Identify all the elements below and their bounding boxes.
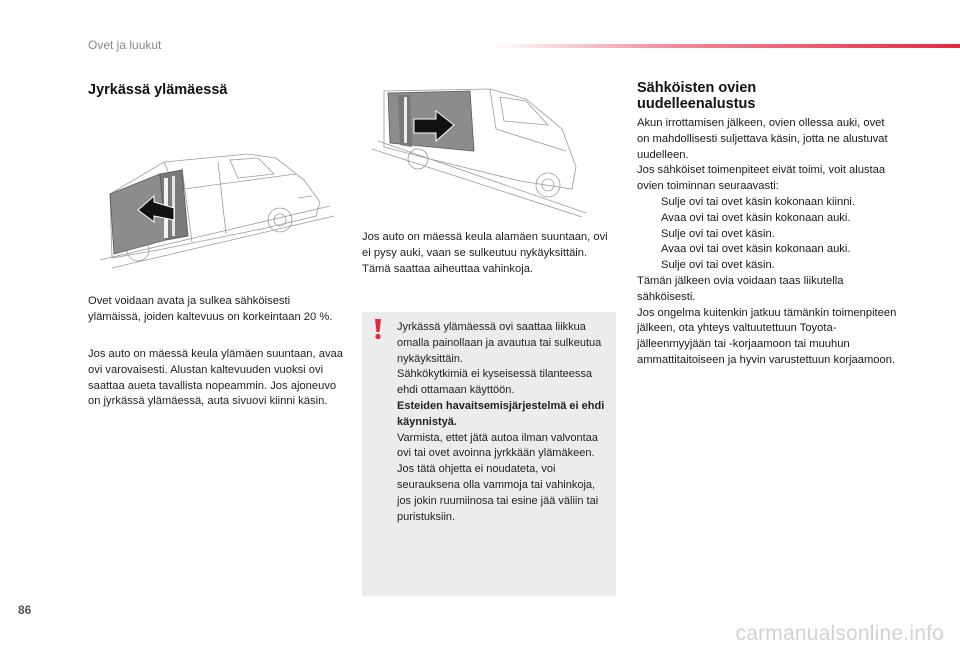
exclamation-icon: [371, 318, 385, 340]
header-accent-bar: [490, 44, 960, 48]
reinitialization-text: [637, 116, 899, 369]
step-text: Avaa ovi tai ovet käsin kokonaan auki.: [661, 243, 851, 256]
section-header: Ovet ja luukut: [88, 38, 162, 52]
paragraph-opening-limit: Ovet voidaan avata ja sulkea sähköisesti ylämäissä, joiden kaltevuus on korkeintaan 20 %.: [88, 295, 333, 323]
heading-line-2: uudelleenalustus: [637, 96, 756, 112]
step-text: Sulje ovi tai ovet käsin.: [661, 259, 775, 272]
step-text: Avaa ovi tai ovet käsin kokonaan auki.: [661, 211, 851, 224]
step-text: Sulje ovi tai ovet käsin kokonaan kiinni.: [661, 195, 856, 208]
van-downhill-illustration: [370, 85, 590, 217]
list-item: [637, 211, 899, 227]
paragraph-uphill-caution: Jos auto on mäessä keula ylämäen suuntaan, avaa ovi varovaisesti. Alustan kaltevuuden vuoksi ovi saattaa aueta tavallista nopeammin. Jos ajoneuvo on jyrkässä ylämäessä, auta sivuovi kiinni käsin.: [88, 348, 343, 408]
warning-text: [397, 320, 609, 525]
heading-steep-uphill: Jyrkässä ylämäessä: [88, 82, 228, 98]
paragraph-after: Tämän jälkeen ovia voidaan taas liikutella sähköisesti.: [637, 274, 844, 303]
page-number: 86: [18, 603, 32, 617]
list-item: [637, 227, 899, 243]
paragraph-support: Jos ongelma kuitenkin jatkuu tämänkin toimenpiteen jälkeen, ota yhteys valtuutettuun Toyota-jälleenmyyjään tai -korjaamoon tai muuhun ammattitaitoiseen ja hyvin varustettuun korjaamoon.: [637, 306, 897, 366]
van-uphill-illustration: [98, 150, 336, 270]
list-item: [637, 242, 899, 258]
list-item: [637, 195, 899, 211]
heading-door-reinitialization: [637, 80, 887, 112]
paragraph-intro: Akun irrottamisen jälkeen, ovien ollessa auki, ovet on mahdollisesti suljettava käsin, jotta ne alustuvat uudelleen.: [637, 117, 888, 161]
warning-bold-line: Esteiden havaitsemisjärjestelmä ei ehdi käynnistyä.: [397, 399, 605, 428]
warning-line-2: Sähkökytkimiä ei kyseisessä tilanteessa ehdi ottamaan käyttöön.: [397, 368, 593, 397]
warning-line-3: Varmista, ettet jätä autoa ilman valvontaa ovi tai ovet avoinna jyrkkään ylämäkeen. Jos tätä ohjetta ei noudateta, voi seurauksena olla vammoja tai vahinkoja, jos jokin ruumiinosa tai esine jää väliin tai puristuksiin.: [397, 431, 599, 523]
watermark-text: carmanualsonline.info: [735, 622, 944, 645]
paragraph-lead: Jos sähköiset toimenpiteet eivät toimi, voit alustaa ovien toiminnan seuraavasti:: [637, 164, 886, 193]
list-item: [637, 258, 899, 274]
step-text: Sulje ovi tai ovet käsin.: [661, 227, 775, 240]
paragraph-downhill-caution: Jos auto on mäessä keula alamäen suuntaan, ovi ei pysy auki, vaan se sulkeutuu nykäyksittäin. Tämä saattaa aiheuttaa vahinkoja.: [362, 231, 608, 275]
heading-line-1: Sähköisten ovien: [637, 80, 757, 96]
warning-line-1: Jyrkässä ylämäessä ovi saattaa liikkua omalla painollaan ja avautua tai sulkeutua nykäyksittäin.: [397, 321, 602, 365]
